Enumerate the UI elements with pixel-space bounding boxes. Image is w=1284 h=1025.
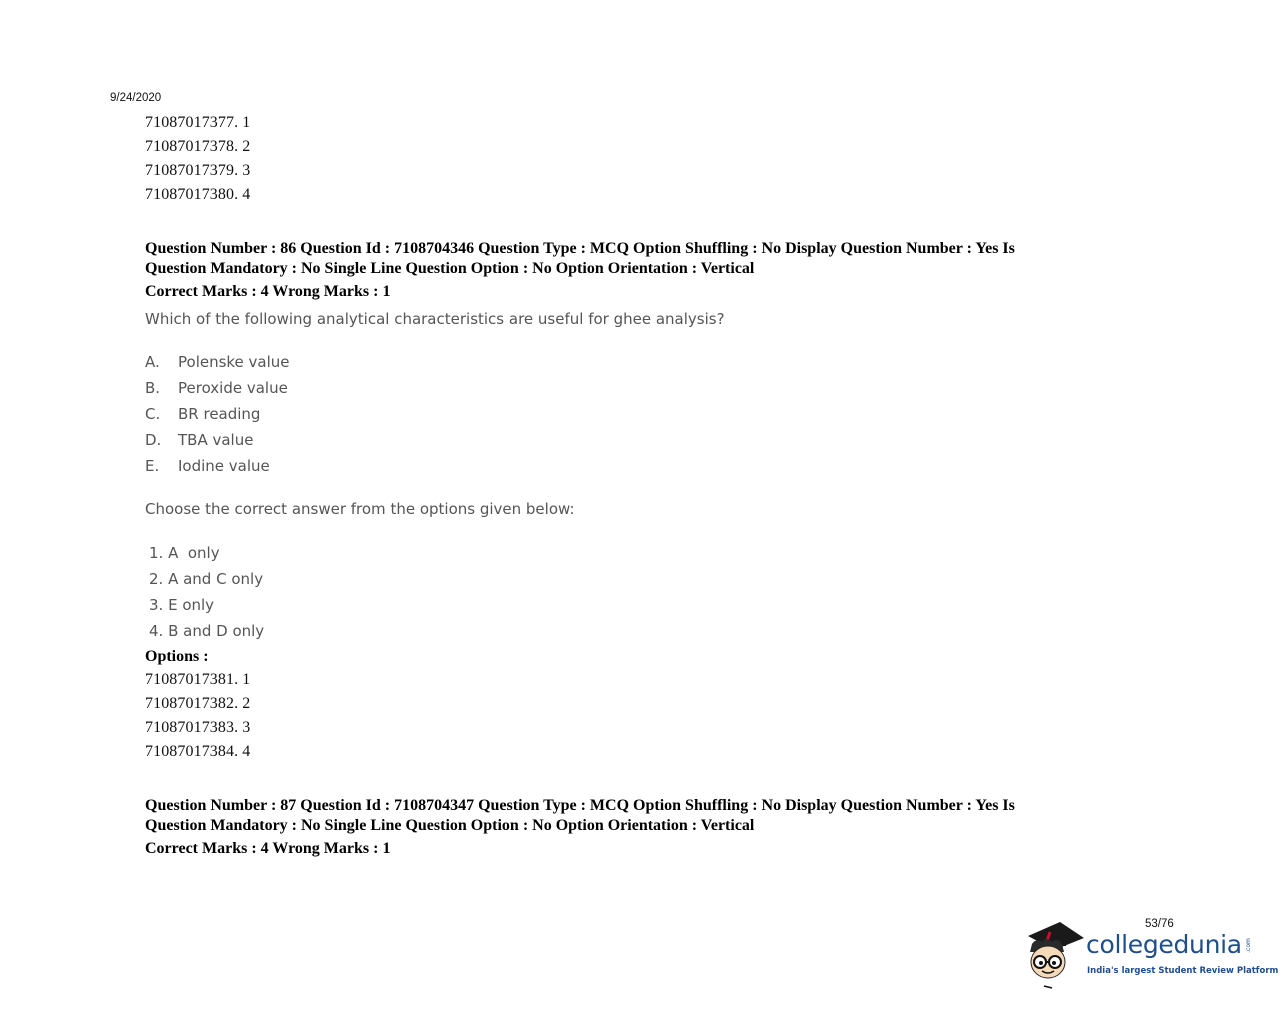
q86-option-id-4: 71087017384. 4 bbox=[145, 743, 251, 760]
q86-option-id-2: 71087017382. 2 bbox=[145, 695, 251, 712]
q87-header bbox=[145, 796, 1145, 836]
q86-choice-d bbox=[145, 431, 253, 449]
q86-question-text: Which of the following analytical characteristics are useful for ghee analysis? bbox=[145, 310, 725, 328]
q86-instruction: Choose the correct answer from the options given below: bbox=[145, 500, 575, 518]
prev-option-2: 71087017378. 2 bbox=[145, 138, 251, 155]
page-number: 53/76 bbox=[1145, 918, 1174, 930]
choice-letter: A. bbox=[145, 353, 160, 371]
q86-answer-2: 2. A and C only bbox=[149, 570, 264, 588]
choice-text: BR reading bbox=[178, 405, 261, 423]
print-date: 9/24/2020 bbox=[110, 92, 162, 104]
choice-text: Peroxide value bbox=[178, 379, 288, 397]
q86-choice-b bbox=[145, 379, 288, 397]
q86-answer-1: 1. A only bbox=[149, 544, 220, 562]
q86-answer-4: 4. B and D only bbox=[149, 622, 265, 640]
q86-header-line2: Question Mandatory : No Single Line Question Option : No Option Orientation : Vertical bbox=[145, 260, 755, 277]
prev-option-4: 71087017380. 4 bbox=[145, 186, 251, 203]
q86-choice-a bbox=[145, 353, 290, 371]
choice-text: Iodine value bbox=[178, 457, 270, 475]
q86-header-line1: Question Number : 86 Question Id : 7108704346 Question Type : MCQ Option Shuffling : No Display Question Number : Yes Is bbox=[145, 240, 1015, 257]
logo-suffix: .com bbox=[1244, 938, 1252, 953]
q86-option-id-1: 71087017381. 1 bbox=[145, 671, 251, 688]
logo-tagline: India's largest Student Review Platform bbox=[1087, 966, 1279, 976]
q87-header-line2: Question Mandatory : No Single Line Question Option : No Option Orientation : Vertical bbox=[145, 817, 755, 834]
choice-letter: D. bbox=[145, 431, 162, 449]
choice-letter: E. bbox=[145, 457, 160, 475]
q86-options-label: Options : bbox=[145, 648, 209, 665]
choice-text: TBA value bbox=[178, 431, 254, 449]
q87-marks: Correct Marks : 4 Wrong Marks : 1 bbox=[145, 840, 391, 857]
q86-marks: Correct Marks : 4 Wrong Marks : 1 bbox=[145, 283, 391, 300]
q87-header-line1: Question Number : 87 Question Id : 7108704347 Question Type : MCQ Option Shuffling : No Display Question Number : Yes Is bbox=[145, 797, 1015, 814]
q86-choice-e bbox=[145, 457, 270, 475]
q86-header bbox=[145, 239, 1145, 279]
q86-answer-3: 3. E only bbox=[149, 596, 215, 614]
choice-letter: C. bbox=[145, 405, 161, 423]
prev-option-1: 71087017377. 1 bbox=[145, 114, 251, 131]
choice-text: Polenske value bbox=[178, 353, 290, 371]
choice-letter: B. bbox=[145, 379, 161, 397]
q86-choice-c bbox=[145, 405, 260, 423]
mascot-icon bbox=[1022, 918, 1092, 990]
q86-option-id-3: 71087017383. 3 bbox=[145, 719, 251, 736]
logo-wordmark: collegedunia bbox=[1086, 930, 1242, 959]
prev-option-3: 71087017379. 3 bbox=[145, 162, 251, 179]
